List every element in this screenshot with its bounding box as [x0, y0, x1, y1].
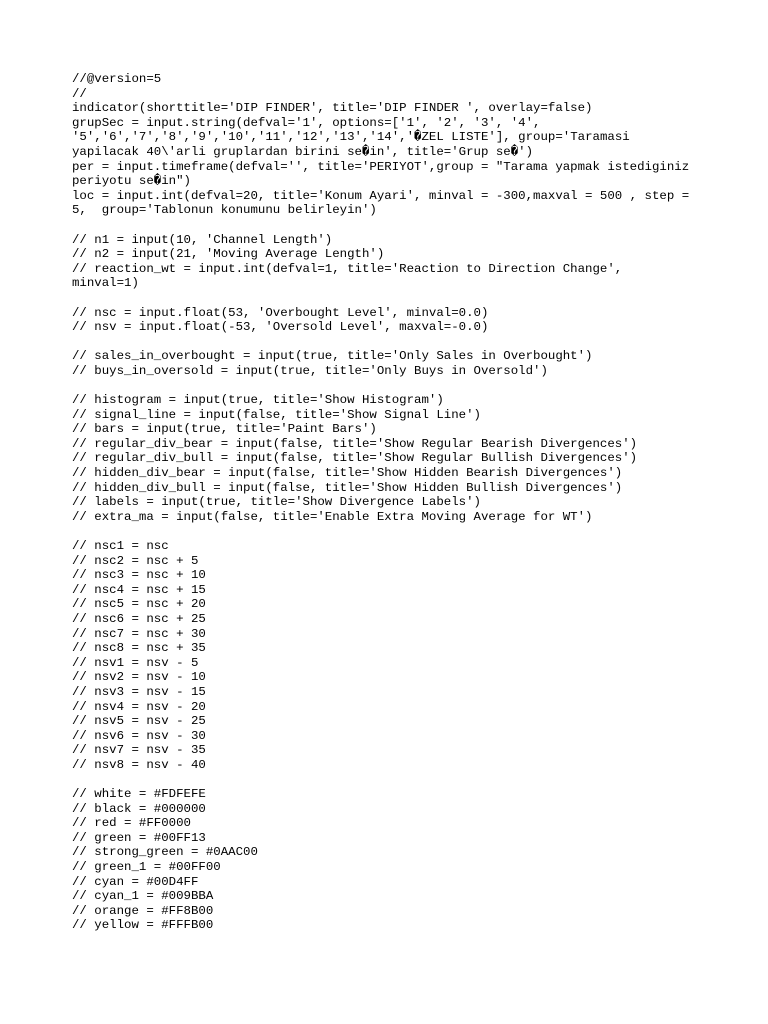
code-line: // nsc3 = nsc + 10 [72, 568, 206, 583]
code-line: periyotu se�in") [72, 174, 191, 189]
code-line: // nsv5 = nsv - 25 [72, 714, 206, 729]
code-line: // strong_green = #0AAC00 [72, 845, 258, 860]
code-line: // sales_in_overbought = input(true, title='Only Sales in Overbought') [72, 349, 593, 364]
code-line: // regular_div_bear = input(false, title='Show Regular Bearish Divergences') [72, 436, 638, 451]
code-line: // nsv8 = nsv - 40 [72, 757, 206, 772]
code-line: // nsc = input.float(53, 'Overbought Level', minval=0.0) [72, 305, 489, 320]
code-line: loc = input.int(defval=20, title='Konum Ayari', minval = -300,maxval = 500 , step = [72, 188, 690, 203]
document-page [72, 72, 712, 933]
code-line: // nsv6 = nsv - 30 [72, 728, 206, 743]
blank-line [72, 378, 712, 393]
code-line: indicator(shorttitle='DIP FINDER', title='DIP FINDER ', overlay=false) [72, 101, 593, 116]
code-line: // nsv = input.float(-53, 'Oversold Level', maxval=-0.0) [72, 320, 489, 335]
code-line: // red = #FF0000 [72, 816, 191, 831]
code-line: yapilacak 40\'arli gruplardan birini se�in', title='Grup se�') [72, 144, 534, 159]
code-line: // white = #FDFEFE [72, 787, 206, 802]
blank-line [72, 524, 712, 539]
code-line: // cyan_1 = #009BBA [72, 889, 214, 904]
code-line: // orange = #FF8B00 [72, 903, 214, 918]
code-line: '5','6','7','8','9','10','11','12','13','14','�ZEL LISTE'], group='Taramasi [72, 130, 630, 145]
code-line: // [72, 86, 87, 101]
code-line: // hidden_div_bear = input(false, title='Show Hidden Bearish Divergences') [72, 466, 623, 481]
code-line: // green_1 = #00FF00 [72, 860, 221, 875]
code-line: // nsc7 = nsc + 30 [72, 626, 206, 641]
code-line: // green = #00FF13 [72, 830, 206, 845]
code-line: // buys_in_oversold = input(true, title='Only Buys in Oversold') [72, 363, 548, 378]
code-line: // nsv1 = nsv - 5 [72, 655, 199, 670]
code-listing [72, 72, 712, 933]
code-line: // n1 = input(10, 'Channel Length') [72, 232, 333, 247]
code-line: minval=1) [72, 276, 139, 291]
code-line: 5, group='Tablonun konumunu belirleyin') [72, 203, 377, 218]
code-line: // nsc1 = nsc [72, 539, 169, 553]
code-line: // black = #000000 [72, 801, 206, 816]
code-line: // nsc8 = nsc + 35 [72, 641, 206, 656]
code-line: // histogram = input(true, title='Show Histogram') [72, 393, 444, 408]
blank-line [72, 291, 712, 306]
code-line: // nsc5 = nsc + 20 [72, 597, 206, 612]
code-line: // reaction_wt = input.int(defval=1, title='Reaction to Direction Change', [72, 261, 623, 276]
code-line: // hidden_div_bull = input(false, title='Show Hidden Bullish Divergences') [72, 480, 623, 495]
code-line: // cyan = #00D4FF [72, 874, 199, 889]
code-line: // nsv3 = nsv - 15 [72, 684, 206, 699]
code-line: // n2 = input(21, 'Moving Average Length') [72, 247, 385, 262]
blank-line [72, 218, 712, 233]
code-line: // nsv7 = nsv - 35 [72, 743, 206, 758]
code-line: // extra_ma = input(false, title='Enable Extra Moving Average for WT') [72, 509, 593, 524]
code-line: grupSec = input.string(defval='1', options=['1', '2', '3', '4', [72, 115, 541, 130]
code-line: //@version=5 [72, 72, 162, 86]
code-line: // nsc2 = nsc + 5 [72, 553, 199, 568]
code-line: // bars = input(true, title='Paint Bars') [72, 422, 377, 437]
code-line: // regular_div_bull = input(false, title='Show Regular Bullish Divergences') [72, 451, 638, 466]
blank-line [72, 335, 712, 350]
code-line: // nsc6 = nsc + 25 [72, 611, 206, 626]
code-line: // yellow = #FFFB00 [72, 918, 214, 933]
code-line: // labels = input(true, title='Show Divergence Labels') [72, 495, 481, 510]
code-line: // signal_line = input(false, title='Show Signal Line') [72, 407, 481, 422]
code-line: // nsv2 = nsv - 10 [72, 670, 206, 685]
code-line: // nsc4 = nsc + 15 [72, 582, 206, 597]
code-line: // nsv4 = nsv - 20 [72, 699, 206, 714]
code-line: per = input.timeframe(defval='', title='PERIYOT',group = "Tarama yapmak istediginiz [72, 159, 690, 174]
blank-line [72, 773, 712, 788]
